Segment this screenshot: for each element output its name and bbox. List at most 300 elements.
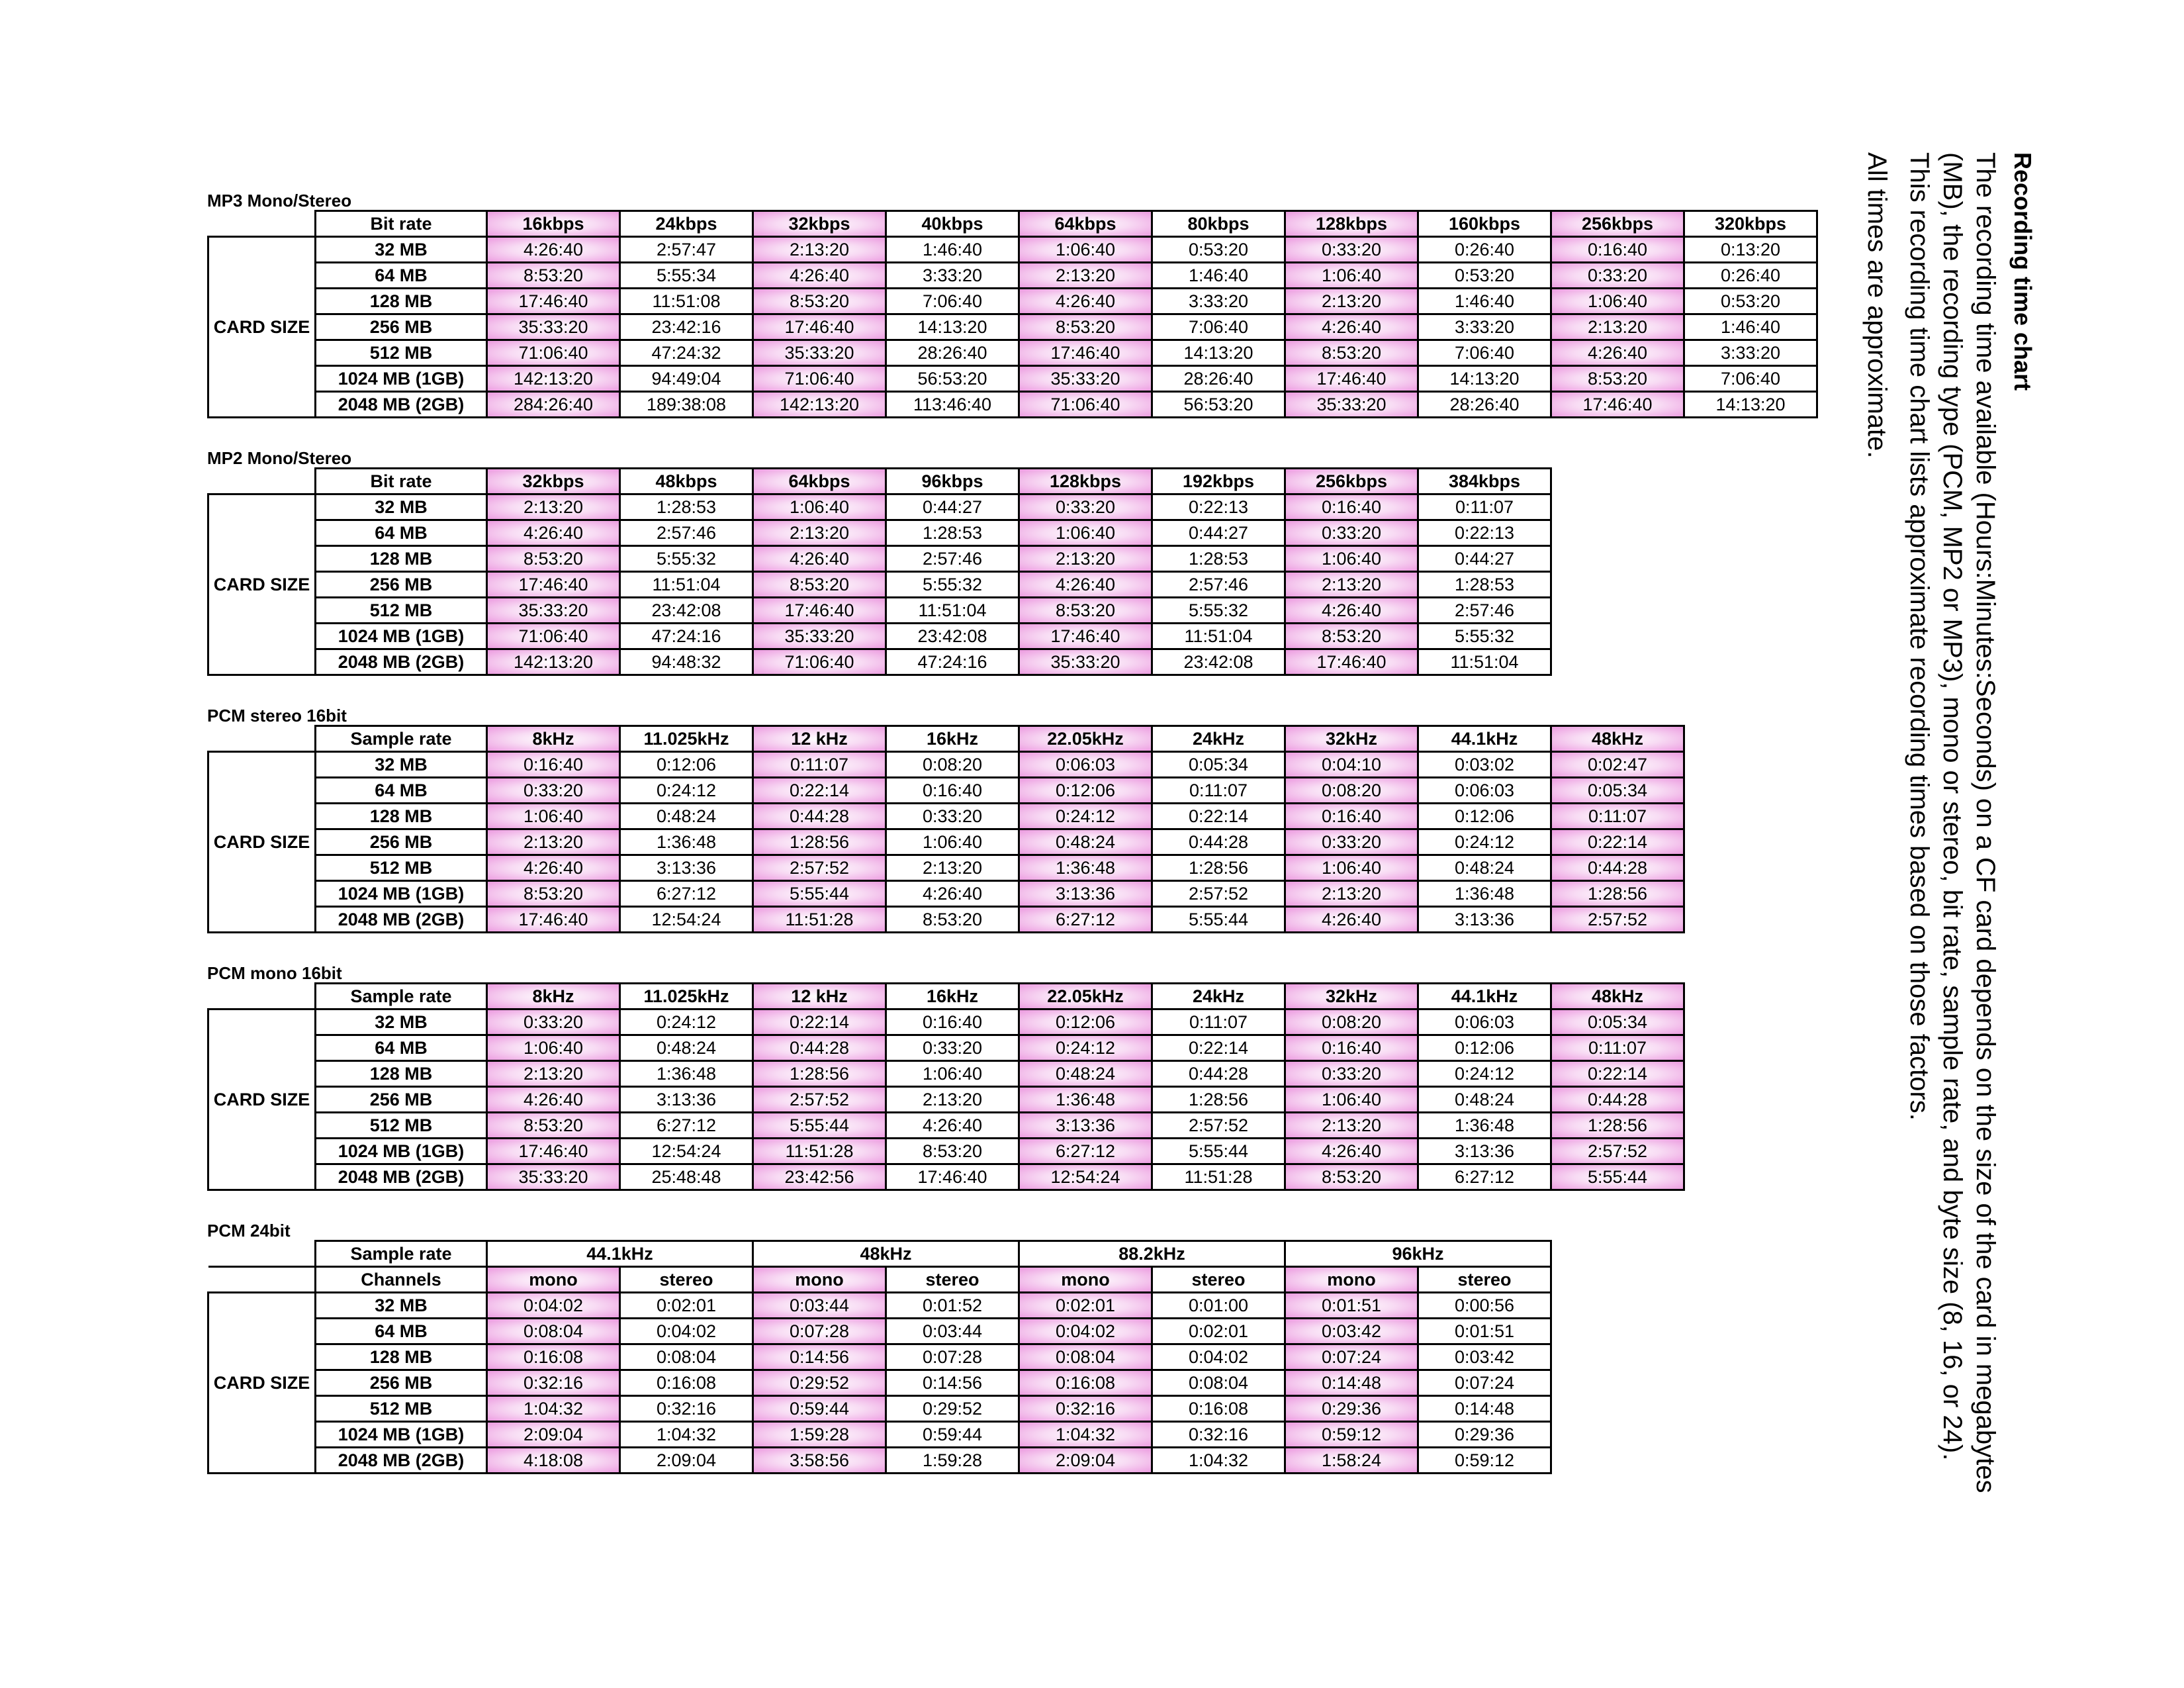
column-header: 44.1kHz <box>1418 984 1551 1009</box>
time-cell: 0:33:20 <box>886 804 1019 829</box>
time-cell: 0:04:02 <box>487 1293 620 1319</box>
header-row <box>208 984 1684 1009</box>
time-cell: 0:12:06 <box>620 752 753 778</box>
time-cell: 0:29:52 <box>753 1370 886 1396</box>
card-size: 512 MB <box>316 340 487 366</box>
time-cell: 0:53:20 <box>1418 263 1551 289</box>
card-size: 1024 MB (1GB) <box>316 1139 487 1164</box>
column-header: 16kbps <box>487 211 620 237</box>
column-header: 11.025kHz <box>620 984 753 1009</box>
table-row <box>208 366 1817 392</box>
time-cell: 3:13:36 <box>620 1087 753 1113</box>
time-cell: 0:11:07 <box>1551 1035 1684 1061</box>
time-cell: 0:59:12 <box>1285 1422 1418 1448</box>
column-header: mono <box>753 1267 886 1293</box>
time-cell: 6:27:12 <box>620 881 753 907</box>
column-header: 32kbps <box>753 211 886 237</box>
time-cell: 0:01:51 <box>1418 1319 1551 1344</box>
time-cell: 0:02:01 <box>1152 1319 1285 1344</box>
time-cell: 12:54:24 <box>620 907 753 933</box>
time-cell: 0:48:24 <box>1019 829 1152 855</box>
table-row <box>208 1164 1684 1190</box>
channels-row <box>208 1267 1551 1293</box>
column-header: 384kbps <box>1418 469 1551 494</box>
time-cell: 0:14:56 <box>753 1344 886 1370</box>
time-cell: 3:33:20 <box>1684 340 1817 366</box>
approximate-note: All times are approximate. <box>1862 152 1891 459</box>
column-header: 256kbps <box>1551 211 1684 237</box>
time-cell: 2:09:04 <box>487 1422 620 1448</box>
time-cell: 0:03:44 <box>886 1319 1019 1344</box>
time-cell: 8:53:20 <box>487 1113 620 1139</box>
time-cell: 1:06:40 <box>1551 289 1684 314</box>
card-size: 512 MB <box>316 598 487 624</box>
time-cell: 0:33:20 <box>487 1009 620 1035</box>
time-cell: 17:46:40 <box>753 314 886 340</box>
rate-label: Sample rate <box>316 1241 487 1267</box>
time-cell: 0:24:12 <box>1418 1061 1551 1087</box>
time-cell: 17:46:40 <box>1285 366 1418 392</box>
time-cell: 0:24:12 <box>620 778 753 804</box>
time-cell: 0:22:14 <box>1551 829 1684 855</box>
time-cell: 4:26:40 <box>1285 598 1418 624</box>
time-cell: 0:32:16 <box>620 1396 753 1422</box>
time-cell: 1:36:48 <box>1019 1087 1152 1113</box>
column-header: 11.025kHz <box>620 726 753 752</box>
time-cell: 0:07:28 <box>886 1344 1019 1370</box>
time-cell: 142:13:20 <box>487 649 620 675</box>
table-row <box>208 572 1551 598</box>
blank-cell <box>208 726 316 752</box>
time-cell: 11:51:28 <box>753 907 886 933</box>
time-cell: 17:46:40 <box>1285 649 1418 675</box>
time-cell: 0:07:28 <box>753 1319 886 1344</box>
time-cell: 0:16:40 <box>1285 1035 1418 1061</box>
time-cell: 2:57:52 <box>1551 907 1684 933</box>
column-header: 12 kHz <box>753 726 886 752</box>
time-cell: 1:28:53 <box>1418 572 1551 598</box>
time-cell: 7:06:40 <box>886 289 1019 314</box>
blank-cell <box>208 984 316 1009</box>
time-cell: 5:55:44 <box>1551 1164 1684 1190</box>
time-cell: 8:53:20 <box>487 881 620 907</box>
table-section-5 <box>207 1219 1552 1474</box>
notes-block <box>1840 152 2038 1609</box>
time-cell: 56:53:20 <box>886 366 1019 392</box>
time-cell: 23:42:08 <box>620 598 753 624</box>
column-header: mono <box>1019 1267 1152 1293</box>
section-title: PCM stereo 16bit <box>207 706 347 726</box>
time-cell: 23:42:16 <box>620 314 753 340</box>
time-cell: 0:13:20 <box>1684 237 1817 263</box>
time-cell: 0:16:40 <box>1285 804 1418 829</box>
time-cell: 23:42:56 <box>753 1164 886 1190</box>
time-cell: 0:05:34 <box>1551 778 1684 804</box>
card-size: 256 MB <box>316 1087 487 1113</box>
time-cell: 5:55:32 <box>1152 598 1285 624</box>
time-cell: 2:57:46 <box>620 520 753 546</box>
time-cell: 3:33:20 <box>1152 289 1285 314</box>
time-cell: 8:53:20 <box>1019 598 1152 624</box>
time-cell: 4:26:40 <box>1285 314 1418 340</box>
table-row <box>208 829 1684 855</box>
time-cell: 0:12:06 <box>1418 804 1551 829</box>
time-cell: 4:26:40 <box>1285 907 1418 933</box>
column-header: mono <box>487 1267 620 1293</box>
time-cell: 14:13:20 <box>1418 366 1551 392</box>
time-cell: 8:53:20 <box>487 546 620 572</box>
table-row <box>208 1448 1551 1474</box>
time-cell: 0:33:20 <box>1285 237 1418 263</box>
card-size: 512 MB <box>316 1396 487 1422</box>
column-header: mono <box>1285 1267 1418 1293</box>
time-cell: 0:44:28 <box>1551 1087 1684 1113</box>
time-cell: 17:46:40 <box>487 907 620 933</box>
time-cell: 2:13:20 <box>1019 263 1152 289</box>
table-row <box>208 881 1684 907</box>
time-cell: 5:55:32 <box>1418 624 1551 649</box>
time-cell: 1:28:56 <box>753 829 886 855</box>
time-cell: 1:28:53 <box>620 494 753 520</box>
time-cell: 0:44:27 <box>886 494 1019 520</box>
column-header: 22.05kHz <box>1019 984 1152 1009</box>
card-size: 32 MB <box>316 1009 487 1035</box>
time-cell: 0:33:20 <box>1285 1061 1418 1087</box>
time-cell: 3:13:36 <box>620 855 753 881</box>
time-cell: 0:03:42 <box>1418 1344 1551 1370</box>
time-cell: 0:12:06 <box>1418 1035 1551 1061</box>
time-cell: 23:42:08 <box>1152 649 1285 675</box>
section-title: PCM mono 16bit <box>207 963 342 983</box>
card-size: 64 MB <box>316 778 487 804</box>
time-cell: 17:46:40 <box>487 289 620 314</box>
time-cell: 8:53:20 <box>886 1139 1019 1164</box>
time-cell: 47:24:32 <box>620 340 753 366</box>
table-row <box>208 1139 1684 1164</box>
card-size-label: CARD SIZE <box>208 237 316 418</box>
time-cell: 17:46:40 <box>487 572 620 598</box>
time-cell: 1:46:40 <box>1418 289 1551 314</box>
time-cell: 1:36:48 <box>620 829 753 855</box>
card-size: 256 MB <box>316 314 487 340</box>
time-cell: 5:55:44 <box>753 881 886 907</box>
section-title: MP3 Mono/Stereo <box>207 191 352 211</box>
rate-label: Bit rate <box>316 469 487 494</box>
table-row <box>208 1009 1684 1035</box>
table-row <box>208 1319 1551 1344</box>
time-cell: 0:32:16 <box>487 1370 620 1396</box>
time-cell: 0:03:02 <box>1418 752 1551 778</box>
time-cell: 2:13:20 <box>1285 289 1418 314</box>
table-section-2 <box>207 447 1552 676</box>
table-row <box>208 907 1684 933</box>
time-cell: 1:06:40 <box>753 494 886 520</box>
time-cell: 4:18:08 <box>487 1448 620 1474</box>
card-size: 256 MB <box>316 572 487 598</box>
time-cell: 0:16:40 <box>1551 237 1684 263</box>
time-cell: 2:13:20 <box>1285 572 1418 598</box>
time-cell: 1:04:32 <box>1152 1448 1285 1474</box>
time-cell: 8:53:20 <box>1285 624 1418 649</box>
header-row <box>208 469 1551 494</box>
column-header: 24kHz <box>1152 726 1285 752</box>
time-cell: 5:55:32 <box>620 546 753 572</box>
recording-time-table <box>207 210 1818 418</box>
time-cell: 1:04:32 <box>620 1422 753 1448</box>
time-cell: 14:13:20 <box>1152 340 1285 366</box>
time-cell: 0:11:07 <box>753 752 886 778</box>
time-cell: 1:06:40 <box>1285 546 1418 572</box>
time-cell: 0:33:20 <box>1019 494 1152 520</box>
column-header: 32kbps <box>487 469 620 494</box>
column-header: 8kHz <box>487 726 620 752</box>
time-cell: 11:51:04 <box>1152 624 1285 649</box>
card-size: 128 MB <box>316 1344 487 1370</box>
time-cell: 11:51:08 <box>620 289 753 314</box>
time-cell: 2:57:52 <box>753 855 886 881</box>
time-cell: 0:14:48 <box>1418 1396 1551 1422</box>
time-cell: 1:06:40 <box>487 804 620 829</box>
time-cell: 1:36:48 <box>1418 881 1551 907</box>
time-cell: 4:26:40 <box>1019 289 1152 314</box>
table-row <box>208 752 1684 778</box>
table-row <box>208 289 1817 314</box>
time-cell: 8:53:20 <box>1019 314 1152 340</box>
time-cell: 0:04:02 <box>1152 1344 1285 1370</box>
time-cell: 5:55:32 <box>886 572 1019 598</box>
table-row <box>208 1113 1684 1139</box>
column-header: 320kbps <box>1684 211 1817 237</box>
time-cell: 0:08:04 <box>487 1319 620 1344</box>
time-cell: 71:06:40 <box>487 624 620 649</box>
table-row <box>208 520 1551 546</box>
time-cell: 284:26:40 <box>487 392 620 418</box>
time-cell: 0:48:24 <box>1418 855 1551 881</box>
time-cell: 23:42:08 <box>886 624 1019 649</box>
time-cell: 2:09:04 <box>1019 1448 1152 1474</box>
time-cell: 0:07:24 <box>1285 1344 1418 1370</box>
chart-title: Recording time chart <box>2009 152 2036 391</box>
section-title: MP2 Mono/Stereo <box>207 448 352 468</box>
card-size: 128 MB <box>316 289 487 314</box>
time-cell: 2:13:20 <box>1019 546 1152 572</box>
time-cell: 35:33:20 <box>487 1164 620 1190</box>
time-cell: 3:13:36 <box>1418 1139 1551 1164</box>
time-cell: 0:22:14 <box>1152 804 1285 829</box>
time-cell: 142:13:20 <box>487 366 620 392</box>
card-size: 64 MB <box>316 1035 487 1061</box>
time-cell: 4:26:40 <box>886 1113 1019 1139</box>
blank-cell <box>208 469 316 494</box>
time-cell: 0:12:06 <box>1019 1009 1152 1035</box>
table-row <box>208 1396 1551 1422</box>
card-size: 128 MB <box>316 1061 487 1087</box>
table-row <box>208 624 1551 649</box>
card-size: 128 MB <box>316 804 487 829</box>
time-cell: 0:11:07 <box>1152 778 1285 804</box>
time-cell: 0:06:03 <box>1418 1009 1551 1035</box>
card-size: 64 MB <box>316 263 487 289</box>
channels-label: Channels <box>316 1267 487 1293</box>
time-cell: 2:09:04 <box>620 1448 753 1474</box>
time-cell: 1:28:56 <box>1152 855 1285 881</box>
time-cell: 1:04:32 <box>1019 1422 1152 1448</box>
card-size: 256 MB <box>316 1370 487 1396</box>
time-cell: 0:44:28 <box>1152 829 1285 855</box>
time-cell: 0:44:28 <box>753 1035 886 1061</box>
time-cell: 7:06:40 <box>1152 314 1285 340</box>
column-header: 160kbps <box>1418 211 1551 237</box>
time-cell: 2:13:20 <box>487 1061 620 1087</box>
time-cell: 0:08:04 <box>1152 1370 1285 1396</box>
time-cell: 1:06:40 <box>1285 1087 1418 1113</box>
time-cell: 0:26:40 <box>1418 237 1551 263</box>
time-cell: 0:16:08 <box>1019 1370 1152 1396</box>
time-cell: 1:06:40 <box>886 1061 1019 1087</box>
time-cell: 4:26:40 <box>487 855 620 881</box>
card-size: 128 MB <box>316 546 487 572</box>
time-cell: 0:44:27 <box>1418 546 1551 572</box>
time-cell: 0:02:01 <box>620 1293 753 1319</box>
time-cell: 0:06:03 <box>1418 778 1551 804</box>
card-size-label: CARD SIZE <box>208 1009 316 1190</box>
time-cell: 17:46:40 <box>1019 340 1152 366</box>
time-cell: 2:13:20 <box>487 829 620 855</box>
table-row <box>208 1422 1551 1448</box>
time-cell: 0:07:24 <box>1418 1370 1551 1396</box>
time-cell: 4:26:40 <box>1019 572 1152 598</box>
card-size: 1024 MB (1GB) <box>316 624 487 649</box>
column-header: 32kHz <box>1285 726 1418 752</box>
time-cell: 2:13:20 <box>753 520 886 546</box>
time-cell: 1:06:40 <box>487 1035 620 1061</box>
time-cell: 0:22:14 <box>753 778 886 804</box>
time-cell: 0:26:40 <box>1684 263 1817 289</box>
time-cell: 0:53:20 <box>1152 237 1285 263</box>
time-cell: 4:26:40 <box>1285 1139 1418 1164</box>
card-size: 512 MB <box>316 855 487 881</box>
rate-label: Sample rate <box>316 984 487 1009</box>
time-cell: 0:16:08 <box>487 1344 620 1370</box>
card-size: 512 MB <box>316 1113 487 1139</box>
time-cell: 0:33:20 <box>1285 520 1418 546</box>
table-row <box>208 1087 1684 1113</box>
time-cell: 0:04:02 <box>1019 1319 1152 1344</box>
time-cell: 35:33:20 <box>1019 649 1152 675</box>
column-header: 128kbps <box>1285 211 1418 237</box>
time-cell: 4:26:40 <box>487 520 620 546</box>
time-cell: 6:27:12 <box>1019 1139 1152 1164</box>
section-title: PCM 24bit <box>207 1221 291 1241</box>
time-cell: 0:44:28 <box>753 804 886 829</box>
time-cell: 1:58:24 <box>1285 1448 1418 1474</box>
time-cell: 3:33:20 <box>1418 314 1551 340</box>
time-cell: 5:55:44 <box>1152 907 1285 933</box>
group-header: 48kHz <box>753 1241 1019 1267</box>
column-header: stereo <box>620 1267 753 1293</box>
time-cell: 8:53:20 <box>1285 1164 1418 1190</box>
time-cell: 35:33:20 <box>1285 392 1418 418</box>
header-row <box>208 1241 1551 1267</box>
time-cell: 1:04:32 <box>487 1396 620 1422</box>
time-cell: 1:59:28 <box>886 1448 1019 1474</box>
time-cell: 28:26:40 <box>1418 392 1551 418</box>
time-cell: 0:05:34 <box>1152 752 1285 778</box>
time-cell: 11:51:04 <box>620 572 753 598</box>
time-cell: 0:04:02 <box>620 1319 753 1344</box>
column-header: 44.1kHz <box>1418 726 1551 752</box>
table-row <box>208 1293 1551 1319</box>
time-cell: 1:36:48 <box>1019 855 1152 881</box>
table-section-4 <box>207 962 1685 1191</box>
time-cell: 0:24:12 <box>1418 829 1551 855</box>
time-cell: 3:33:20 <box>886 263 1019 289</box>
time-cell: 17:46:40 <box>886 1164 1019 1190</box>
time-cell: 8:53:20 <box>1551 366 1684 392</box>
time-cell: 2:57:52 <box>753 1087 886 1113</box>
table-row <box>208 1344 1551 1370</box>
time-cell: 0:24:12 <box>620 1009 753 1035</box>
time-cell: 17:46:40 <box>1019 624 1152 649</box>
time-cell: 35:33:20 <box>487 598 620 624</box>
time-cell: 0:08:20 <box>886 752 1019 778</box>
time-cell: 0:04:10 <box>1285 752 1418 778</box>
time-cell: 6:27:12 <box>620 1113 753 1139</box>
time-cell: 3:13:36 <box>1019 881 1152 907</box>
time-cell: 2:57:46 <box>1418 598 1551 624</box>
time-cell: 0:06:03 <box>1019 752 1152 778</box>
time-cell: 0:01:00 <box>1152 1293 1285 1319</box>
time-cell: 17:46:40 <box>1551 392 1684 418</box>
time-cell: 0:22:13 <box>1418 520 1551 546</box>
time-cell: 2:57:52 <box>1152 1113 1285 1139</box>
time-cell: 0:00:56 <box>1418 1293 1551 1319</box>
time-cell: 0:29:36 <box>1285 1396 1418 1422</box>
time-cell: 0:32:16 <box>1019 1396 1152 1422</box>
card-size-label: CARD SIZE <box>208 752 316 933</box>
time-cell: 4:26:40 <box>1551 340 1684 366</box>
time-cell: 6:27:12 <box>1019 907 1152 933</box>
recording-time-table <box>207 725 1685 933</box>
time-cell: 0:12:06 <box>1019 778 1152 804</box>
table-row <box>208 778 1684 804</box>
table-row <box>208 546 1551 572</box>
time-cell: 0:59:12 <box>1418 1448 1551 1474</box>
card-size-label: CARD SIZE <box>208 494 316 675</box>
time-cell: 8:53:20 <box>1285 340 1418 366</box>
column-header: stereo <box>1152 1267 1285 1293</box>
time-cell: 0:48:24 <box>620 1035 753 1061</box>
time-cell: 35:33:20 <box>487 314 620 340</box>
time-cell: 25:48:48 <box>620 1164 753 1190</box>
time-cell: 4:26:40 <box>886 881 1019 907</box>
time-cell: 11:51:04 <box>886 598 1019 624</box>
time-cell: 94:48:32 <box>620 649 753 675</box>
time-cell: 6:27:12 <box>1418 1164 1551 1190</box>
time-cell: 8:53:20 <box>886 907 1019 933</box>
time-cell: 17:46:40 <box>753 598 886 624</box>
time-cell: 1:28:53 <box>886 520 1019 546</box>
time-cell: 71:06:40 <box>753 649 886 675</box>
table-row <box>208 598 1551 624</box>
time-cell: 2:13:20 <box>1551 314 1684 340</box>
time-cell: 189:38:08 <box>620 392 753 418</box>
card-size: 32 MB <box>316 1293 487 1319</box>
card-size: 2048 MB (2GB) <box>316 1164 487 1190</box>
time-cell: 71:06:40 <box>753 366 886 392</box>
time-cell: 0:14:56 <box>886 1370 1019 1396</box>
time-cell: 14:13:20 <box>886 314 1019 340</box>
